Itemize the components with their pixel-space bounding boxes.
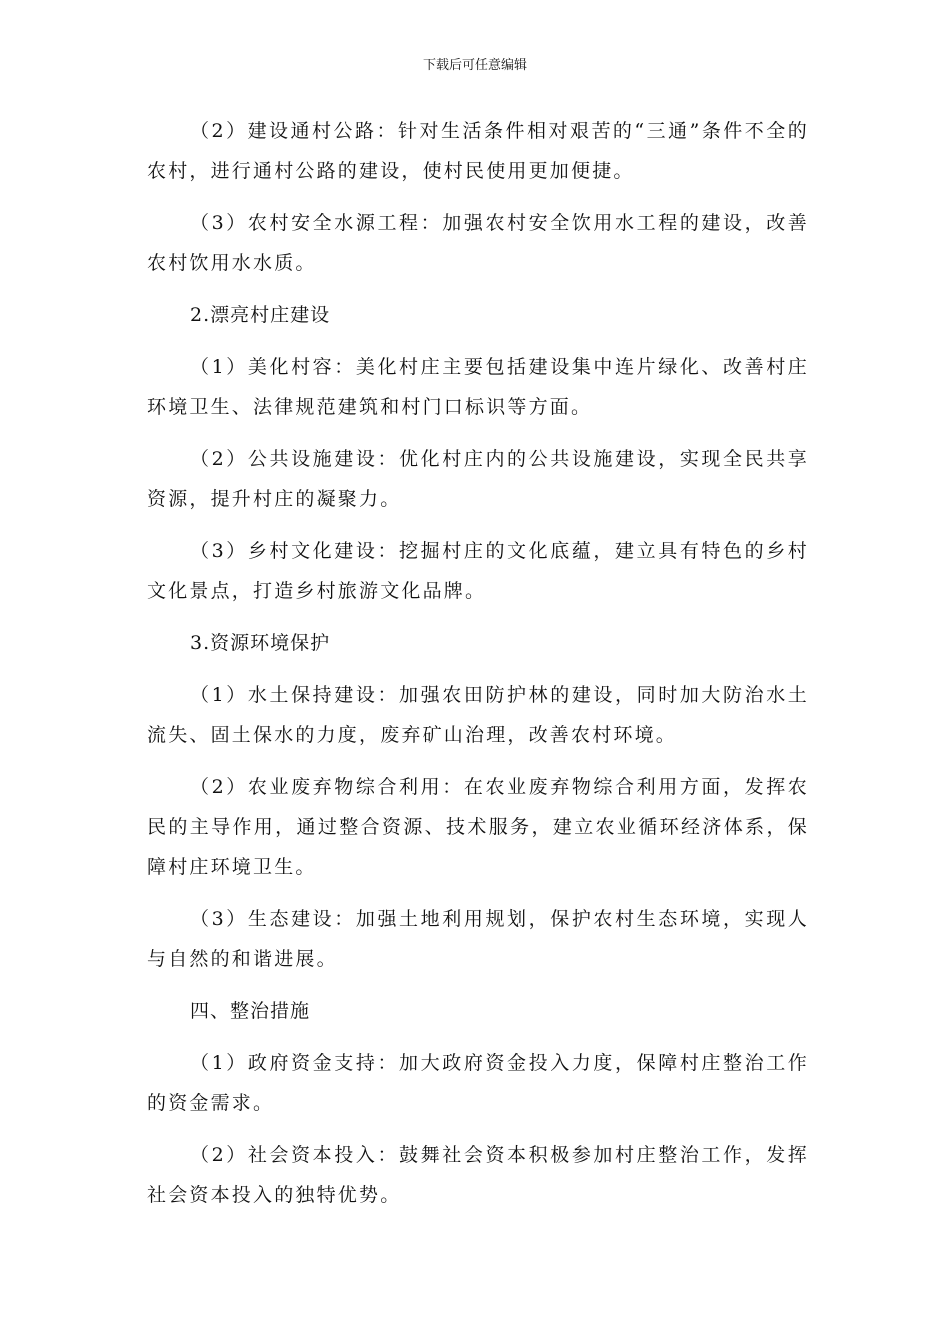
paragraph-safe-water-project: （3）农村安全水源工程：加强农村安全饮用水工程的建设，改善农村饮用水水质。 xyxy=(147,212,809,274)
paragraph-beautify-village: （1）美化村容：美化村庄主要包括建设集中连片绿化、改善村庄环境卫生、法律规范建筑和村门口标识等方面。 xyxy=(147,356,809,418)
paragraph-build-village-roads: （2）建设通村公路：针对生活条件相对艰苦的“三通”条件不全的农村，进行通村公路的建设，使村民使用更加便捷。 xyxy=(147,120,809,182)
paragraph-rural-culture: （3）乡村文化建设：挖掘村庄的文化底蕴，建立具有特色的乡村文化景点，打造乡村旅游文化品牌。 xyxy=(147,540,809,602)
section-heading-measures: 四、整治措施 xyxy=(190,1000,311,1022)
paragraph-social-capital: （2）社会资本投入：鼓舞社会资本积极参加村庄整治工作，发挥社会资本投入的独特优势。 xyxy=(147,1144,809,1206)
paragraph-government-funding: （1）政府资金支持：加大政府资金投入力度，保障村庄整治工作的资金需求。 xyxy=(147,1052,809,1114)
document-body xyxy=(147,111,809,1227)
paragraph-ecological-construction: （3）生态建设：加强土地利用规划，保护农村生态环境，实现人与自然的和谐进展。 xyxy=(147,908,809,970)
section-heading-beautiful-village: 2.漂亮村庄建设 xyxy=(190,304,331,326)
paragraph-agricultural-waste: （2）农业废弃物综合利用：在农业废弃物综合利用方面，发挥农民的主导作用，通过整合资源、技术服务，建立农业循环经济体系，保障村庄环境卫生。 xyxy=(147,776,809,878)
section-heading-environment-protection: 3.资源环境保护 xyxy=(190,632,331,654)
paragraph-public-facilities: （2）公共设施建设：优化村庄内的公共设施建设，实现全民共享资源，提升村庄的凝聚力。 xyxy=(147,448,809,510)
page-header: 下载后可任意编辑 xyxy=(422,58,527,73)
paragraph-soil-conservation: （1）水土保持建设：加强农田防护林的建设，同时加大防治水土流失、固土保水的力度，废弃矿山治理，改善农村环境。 xyxy=(147,684,809,746)
